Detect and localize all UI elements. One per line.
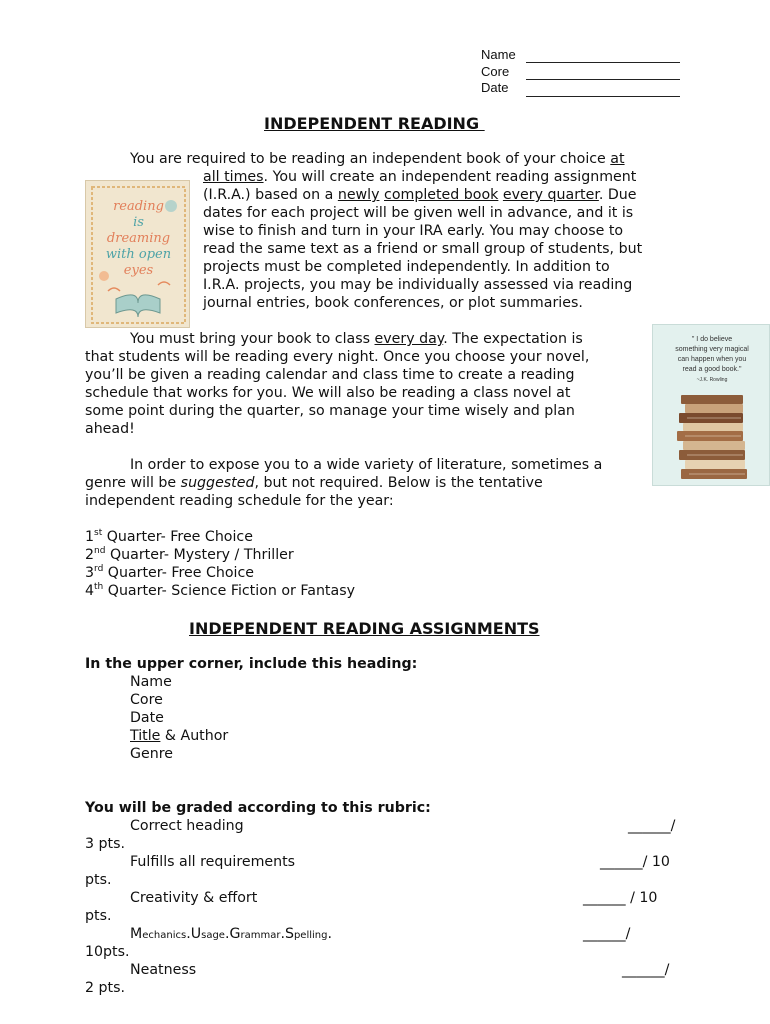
every-quarter-underlined: every quarter: [502, 187, 599, 203]
para2-line-2: that students will be reading every night. Once you choose your novel,: [85, 349, 590, 365]
page-title: INDEPENDENT READING: [264, 114, 485, 133]
para2-line-4: schedule that works for you. We will also be reading a class novel at: [85, 385, 571, 401]
para2-line-3: you’ll be given a reading calendar and class time to create a reading: [85, 367, 575, 383]
ordinal-suffix: st: [94, 528, 103, 538]
mugs-letter: .S: [280, 926, 294, 942]
reading-is-dreaming-image: [85, 180, 190, 328]
mugs-letter: .U: [186, 926, 202, 942]
para3-line-2: [85, 474, 543, 492]
quote-line-3: can happen when you: [677, 356, 747, 363]
quarter-3-item: [85, 564, 254, 582]
para2-line-1: [130, 330, 583, 348]
quarter-genre: Quarter- Free Choice: [103, 565, 255, 581]
rubric-intro: You will be graded according to this rubric:: [85, 800, 431, 816]
heading-item-name: Name: [130, 674, 172, 690]
rubric-row-mugs-label: [130, 925, 332, 945]
newly-underlined: newly: [337, 187, 380, 203]
title-underlined: Title: [130, 728, 161, 744]
author-text: & Author: [160, 728, 229, 744]
para1-line-9: journal entries, book conferences, or plot summaries.: [203, 295, 583, 311]
mugs-small: echanics: [142, 930, 187, 941]
mugs-letter: .G: [224, 926, 241, 942]
para1-line-5: wise to finish and turn in your IRA early. You may choose to: [203, 223, 624, 239]
quarter-genre: Quarter- Free Choice: [102, 529, 253, 545]
core-field-row: [481, 64, 509, 81]
quarter-2-item: [85, 546, 294, 564]
para1-line-6: read the same text as a friend or small group of students, but: [203, 241, 643, 257]
para1-line-3: [203, 186, 637, 204]
mugs-small: pelling: [293, 930, 328, 941]
rubric-row-requirements-pts: pts.: [85, 872, 112, 888]
reading-word: reading: [113, 199, 164, 214]
para1-line-4: dates for each project will be given well in advance, and it is: [203, 205, 634, 221]
date-label: Date: [481, 80, 509, 95]
para1-text: . Due: [598, 187, 637, 203]
rubric-row-heading-score: ______/: [628, 818, 676, 834]
quote-line-2: something very magical: [675, 346, 749, 353]
name-field-row: [481, 47, 516, 64]
para3-text: , but not required. Below is the tentative: [254, 475, 543, 491]
rubric-row-creativity-pts: pts.: [85, 908, 112, 924]
para3-line-3: independent reading schedule for the year:: [85, 493, 394, 509]
para2-text: You must bring your book to class: [130, 331, 375, 347]
heading-item-core: Core: [130, 692, 163, 708]
ordinal-suffix: nd: [94, 546, 106, 556]
quarter-number: 2: [85, 547, 95, 563]
quarter-number: 1: [85, 529, 95, 545]
book-stack-illustration: [653, 385, 770, 485]
rubric-row-creativity-score: ______ / 10: [583, 890, 658, 906]
at-all-times-underlined: at: [610, 151, 625, 167]
is-word: is: [133, 215, 144, 230]
every-day-underlined: every day: [374, 331, 444, 347]
dreaming-word: dreaming: [106, 231, 171, 246]
quarter-1-item: [85, 528, 253, 546]
quarter-4-item: [85, 582, 355, 600]
quote-line-1: " I do believe: [691, 336, 733, 343]
mugs-small: sage: [201, 930, 225, 941]
para3-text: genre will be: [85, 475, 181, 491]
rubric-row-mugs-pts: 10pts.: [85, 944, 130, 960]
mugs-small: rammar: [240, 930, 281, 941]
rubric-row-heading-pts: 3 pts.: [85, 836, 126, 852]
para1-text: You are required to be reading an independent book of your choice: [130, 151, 611, 167]
quote-line-4: read a good book.": [682, 366, 742, 373]
rubric-row-requirements-label: Fulfills all requirements: [130, 854, 296, 870]
date-blank-line: [526, 82, 680, 101]
rubric-row-neatness-score: ______/: [622, 962, 670, 978]
rubric-row-neatness-label: Neatness: [130, 962, 197, 978]
with-open-words: with open: [105, 247, 172, 262]
ordinal-suffix: th: [94, 582, 104, 592]
quarter-genre: Quarter- Mystery / Thriller: [105, 547, 294, 563]
completed-book-underlined: completed book: [384, 187, 499, 203]
rubric-row-requirements-score: ______/ 10: [600, 854, 670, 870]
para3-line-1: In order to expose you to a wide variety of literature, sometimes a: [130, 457, 603, 473]
name-label: Name: [481, 47, 516, 62]
eyes-word: eyes: [123, 263, 154, 278]
para1-line-8: I.R.A. projects, you may be individually assessed via reading: [203, 277, 633, 293]
para1-line-1: [130, 150, 625, 168]
all-times-underlined: all times: [203, 169, 264, 185]
date-field-row: [481, 80, 508, 97]
heading-item-genre: Genre: [130, 746, 173, 762]
assignments-title: INDEPENDENT READING ASSIGNMENTS: [189, 619, 540, 638]
mugs-letter: .: [327, 926, 332, 942]
rubric-row-neatness-pts: 2 pts.: [85, 980, 126, 996]
para1-text: (I.R.A.) based on a: [203, 187, 338, 203]
magic-book-quote: [653, 335, 770, 385]
rubric-row-heading-label: Correct heading: [130, 818, 244, 834]
heading-item-date: Date: [130, 710, 164, 726]
ordinal-suffix: rd: [94, 564, 104, 574]
suggested-italic: suggested: [180, 475, 255, 491]
para1-line-2: [203, 168, 636, 186]
book-stack-image: [652, 324, 770, 486]
heading-instructions-intro: In the upper corner, include this heading:: [85, 656, 418, 672]
para2-text: . The expectation is: [443, 331, 583, 347]
quarter-genre: Quarter- Science Fiction or Fantasy: [103, 583, 355, 599]
rubric-row-mugs-score: ______/: [583, 926, 631, 942]
core-label: Core: [481, 64, 510, 79]
quarter-number: 3: [85, 565, 95, 581]
quarter-number: 4: [85, 583, 95, 599]
para1-line-7: projects must be completed independently. In addition to: [203, 259, 610, 275]
quote-author: ~J.K. Rowling: [696, 377, 728, 383]
para1-text: . You will create an independent reading assignment: [263, 169, 637, 185]
mugs-letter: M: [130, 926, 143, 942]
heading-item-title-author: [130, 727, 228, 745]
rubric-row-creativity-label: Creativity & effort: [130, 890, 258, 906]
reading-quote-text: [86, 199, 190, 279]
para2-line-6: ahead!: [85, 421, 135, 437]
para2-line-5: some point during the quarter, so manage your time wisely and plan: [85, 403, 575, 419]
